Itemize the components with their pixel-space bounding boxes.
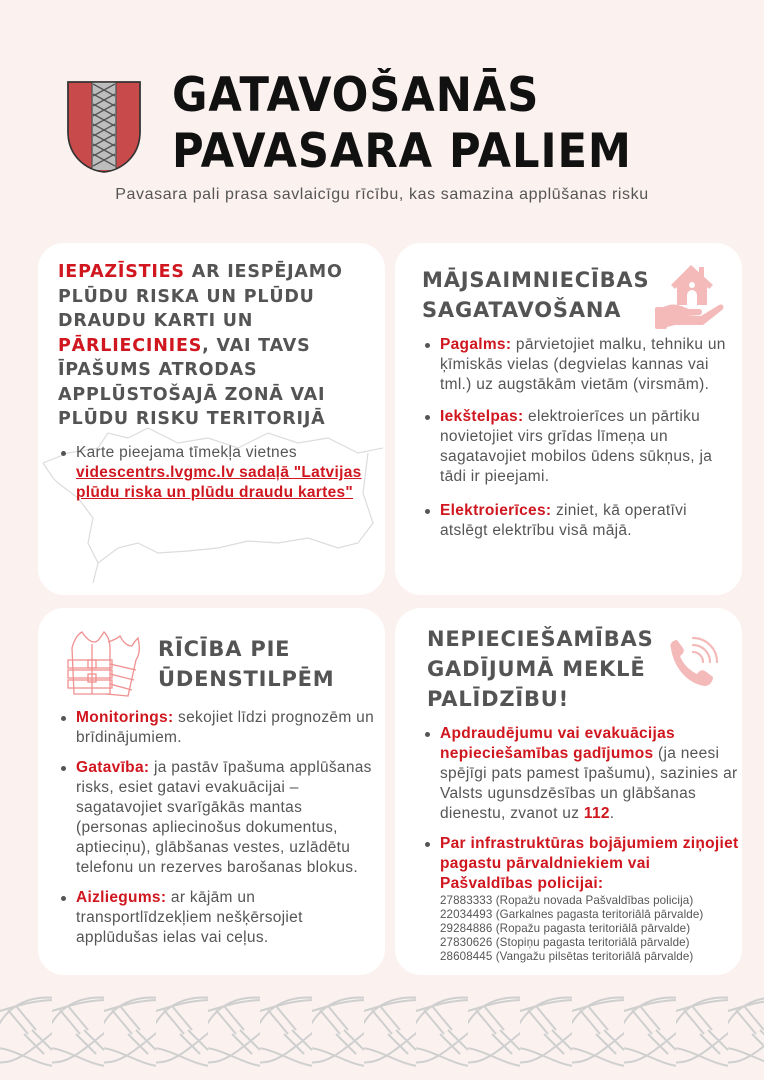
house-in-hand-icon — [655, 261, 725, 331]
card-heading: NEPIECIEŠAMĪBAS GADĪJUMĀ MEKLĒ PALĪDZĪBU! — [427, 627, 654, 711]
card-list — [58, 443, 378, 503]
phone-entry: 22034493 (Garkalnes pagasta teritoriālā pārvalde) — [440, 908, 704, 921]
card-heading: MĀJSAIMNIECĪBAS SAGATAVOŠANA — [422, 268, 650, 322]
card-list — [422, 724, 740, 974]
list-item: Apdraudējumu vai evakuācijas nepieciešamības gadījumos (ja neesi spējīgi pats pamest īpašumu), sazinies ar Valsts ugunsdzēsības un glābšanas dienestu, zvanot uz 112. — [422, 724, 740, 824]
card-get-help — [395, 608, 742, 975]
list-item: Elektroierīces: ziniet, kā operatīvi atslēgt elektrību visā mājā. — [422, 501, 737, 541]
list-item: Pagalms: pārvietojiet malku, tehniku un ķīmiskās vielas (degvielas kannas vai tml.) uz augstākām vietām (virsmām). — [422, 335, 737, 395]
card-flood-map — [38, 243, 385, 595]
card-household — [395, 243, 742, 595]
card-list — [58, 708, 378, 958]
card-heading: RĪCĪBA PIE ŪDENSTILPĒM — [158, 637, 335, 691]
page-subtitle: Pavasara pali prasa savlaicīgu rīcību, kas samazina applūšanas risku — [115, 186, 649, 203]
list-item: Aizliegums: ar kājām un transportlīdzekļiem nešķērsojiet applūdušas ielas vai ceļus. — [58, 888, 378, 948]
braid-pattern-icon — [0, 990, 764, 1070]
page-title — [172, 68, 632, 180]
phone-entry: 28608445 (Vangažu pilsētas teritoriālā pārvalde) — [440, 950, 694, 963]
title-line-1: GATAVOŠANĀS — [172, 68, 540, 123]
flood-map-link[interactable]: videscentrs.lvgmc.lv sadaļā "Latvijas plūdu riska un plūdu draudu kartes" — [76, 464, 362, 501]
emergency-number: 112 — [583, 805, 610, 822]
phone-list — [440, 894, 740, 964]
list-item: Gatavība: ja pastāv īpašuma applūšanas risks, esiet gatavi evakuācijai – sagatavojiet svarīgākās mantas (personas apliecinošus dokumentus, aptieciņu), glābšanas vestes, uzlādētu telefonu un rezerves barošanas blokus. — [58, 758, 378, 878]
phone-entry: 29284886 (Ropažu pagasta teritoriālā pārvalde) — [440, 922, 691, 935]
phone-entry: 27883333 (Ropažu novada Pašvaldības policija) — [440, 894, 694, 907]
list-item: Par infrastruktūras bojājumiem ziņojiet pagastu pārvaldniekiem vai Pašvaldības policijai: 27883333 (Ropažu novada Pašvaldības policija) 22034493 (Garkalnes pagasta teritoriālā pārvalde) 29284886 (Ropažu pagasta teritoriālā pārvalde) 27830626 (Stopiņu pagasta teritoriālā pārvalde) 28608445 (Vangažu pilsētas teritoriālā pārvalde) — [422, 834, 740, 964]
phone-ringing-icon — [665, 634, 725, 692]
list-item: Monitorings: sekojiet līdzi prognozēm un brīdinājumiem. — [58, 708, 378, 748]
coat-of-arms-braid-icon — [66, 80, 142, 174]
card-list — [422, 335, 737, 553]
list-item: Iekštelpas: elektroierīces un pārtiku novietojiet virs grīdas līmeņa un sagatavojiet mobilos ūdens sūkņus, ja tādi ir pieejami. — [422, 407, 737, 487]
list-item: Karte pieejama tīmekļa vietnes videscentrs.lvgmc.lv sadaļā "Latvijas plūdu riska un plūdu draudu kartes" — [58, 443, 378, 503]
card-heading: IEPAZĪSTIES AR IESPĒJAMO PLŪDU RISKA UN PLŪDU DRAUDU KARTI UN PĀRLIECINIES, VAI TAVS ĪPAŠUMS ATRODAS APPLŪSTOŠAJĀ ZONĀ VAI PLŪDU RISKU TERITORIJĀ — [58, 262, 343, 429]
page-header — [0, 0, 764, 225]
phone-entry: 27830626 (Stopiņu pagasta teritoriālā pārvalde) — [440, 936, 690, 949]
card-water-bodies — [38, 608, 385, 975]
life-vest-icon — [64, 628, 144, 698]
title-line-2: PAVASARA PALIEM — [172, 124, 632, 179]
